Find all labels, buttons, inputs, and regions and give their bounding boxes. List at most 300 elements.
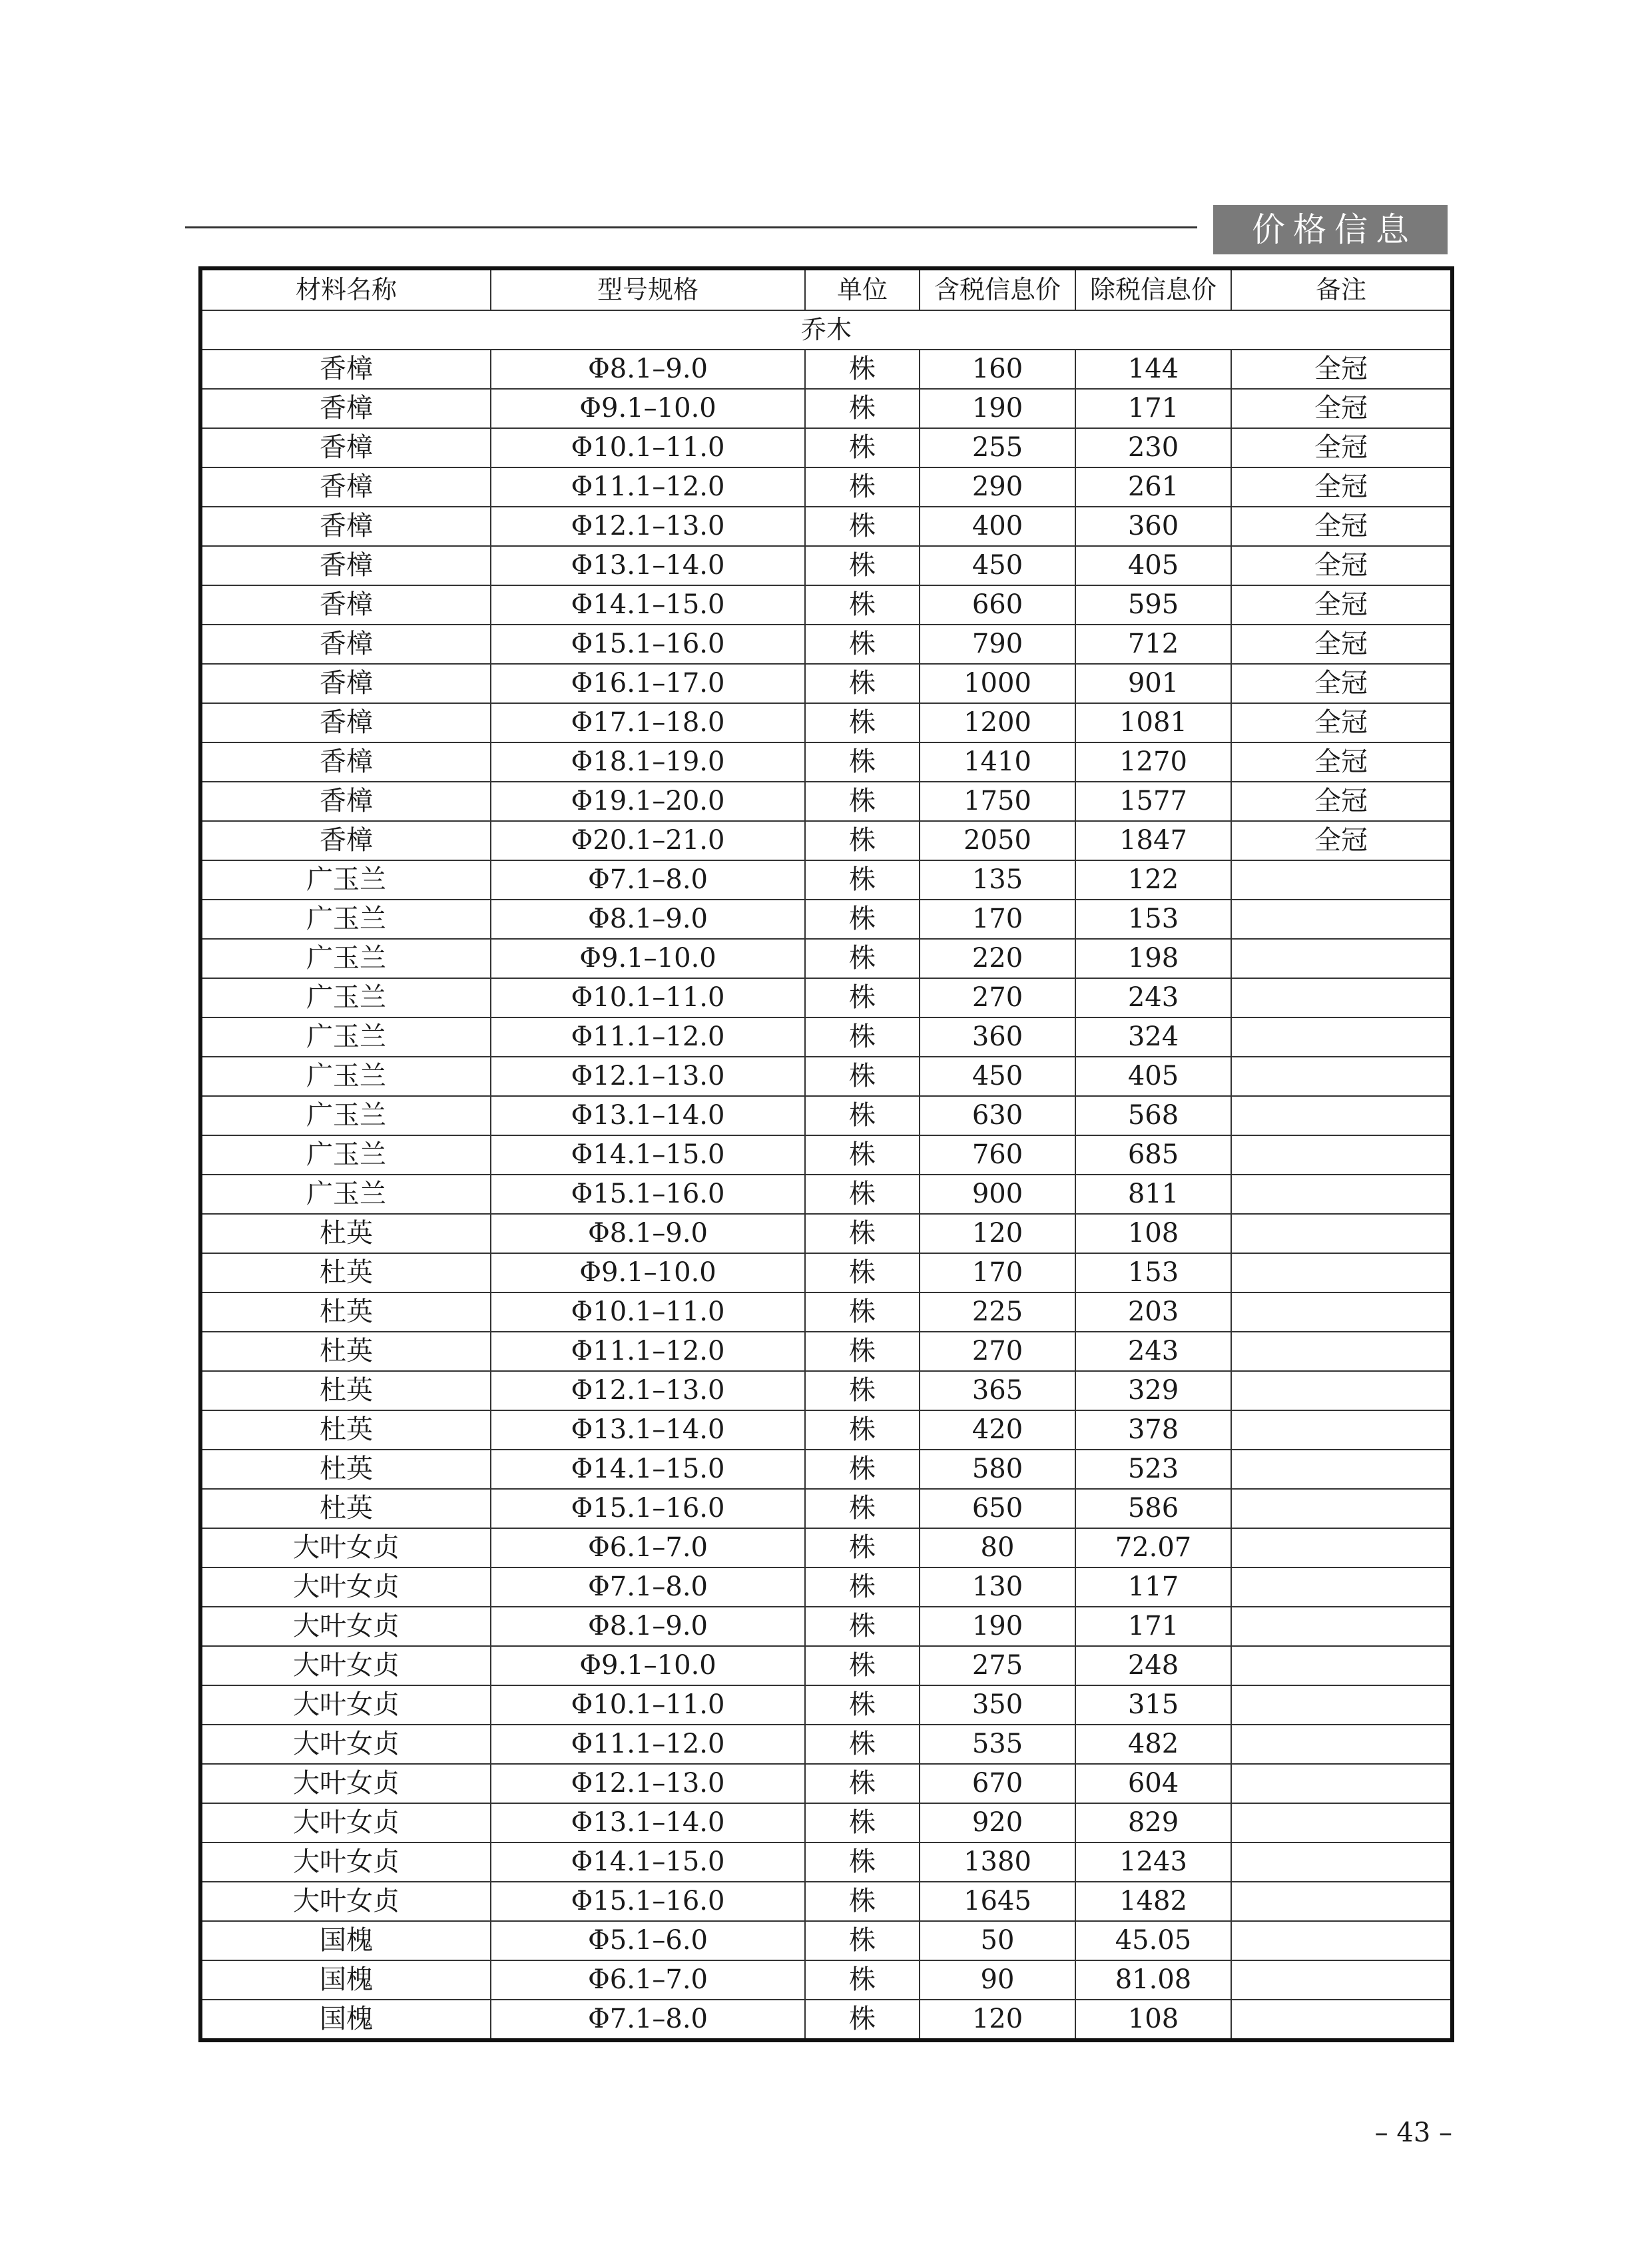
cell-tax-price: 900 xyxy=(920,1175,1075,1214)
column-header-spec: 型号规格 xyxy=(491,268,805,310)
table-row xyxy=(200,742,1452,782)
cell-net-price: 685 xyxy=(1075,1135,1231,1175)
cell-unit: 株 xyxy=(805,1528,920,1567)
cell-unit: 株 xyxy=(805,1057,920,1096)
table-row xyxy=(200,939,1452,978)
cell-tax-price: 420 xyxy=(920,1410,1075,1450)
cell-net-price: 378 xyxy=(1075,1410,1231,1450)
cell-tax-price: 365 xyxy=(920,1371,1075,1410)
cell-net-price: 1847 xyxy=(1075,821,1231,860)
cell-spec: Φ13.1–14.0 xyxy=(491,1096,805,1135)
cell-unit: 株 xyxy=(805,860,920,900)
cell-net-price: 1270 xyxy=(1075,742,1231,782)
table-row xyxy=(200,703,1452,742)
cell-note xyxy=(1231,1882,1452,1921)
category-label: 乔木 xyxy=(200,310,1452,350)
cell-material-name: 大叶女贞 xyxy=(200,1567,491,1607)
cell-note xyxy=(1231,2000,1452,2040)
cell-net-price: 203 xyxy=(1075,1292,1231,1332)
table-row xyxy=(200,1332,1452,1371)
table-row xyxy=(200,625,1452,664)
cell-note xyxy=(1231,1371,1452,1410)
table-row xyxy=(200,1607,1452,1646)
cell-material-name: 广玉兰 xyxy=(200,900,491,939)
table-row xyxy=(200,1803,1452,1842)
cell-spec: Φ15.1–16.0 xyxy=(491,625,805,664)
cell-net-price: 243 xyxy=(1075,1332,1231,1371)
cell-tax-price: 275 xyxy=(920,1646,1075,1685)
cell-note xyxy=(1231,1292,1452,1332)
cell-tax-price: 190 xyxy=(920,1607,1075,1646)
cell-material-name: 广玉兰 xyxy=(200,939,491,978)
section-banner: 价格信息 xyxy=(1213,205,1448,254)
cell-unit: 株 xyxy=(805,389,920,428)
cell-spec: Φ9.1–10.0 xyxy=(491,1646,805,1685)
cell-net-price: 108 xyxy=(1075,2000,1231,2040)
cell-spec: Φ12.1–13.0 xyxy=(491,1057,805,1096)
cell-unit: 株 xyxy=(805,585,920,625)
cell-note xyxy=(1231,1685,1452,1725)
cell-spec: Φ11.1–12.0 xyxy=(491,467,805,507)
cell-spec: Φ20.1–21.0 xyxy=(491,821,805,860)
cell-note: 全冠 xyxy=(1231,821,1452,860)
cell-unit: 株 xyxy=(805,1685,920,1725)
cell-material-name: 杜英 xyxy=(200,1253,491,1292)
cell-spec: Φ13.1–14.0 xyxy=(491,546,805,585)
table-row xyxy=(200,1450,1452,1489)
cell-spec: Φ16.1–17.0 xyxy=(491,664,805,703)
cell-spec: Φ13.1–14.0 xyxy=(491,1410,805,1450)
cell-net-price: 568 xyxy=(1075,1096,1231,1135)
table-row xyxy=(200,1410,1452,1450)
cell-note xyxy=(1231,1646,1452,1685)
table-row xyxy=(200,900,1452,939)
cell-spec: Φ8.1–9.0 xyxy=(491,1214,805,1253)
cell-material-name: 广玉兰 xyxy=(200,1175,491,1214)
table-row xyxy=(200,1764,1452,1803)
cell-spec: Φ12.1–13.0 xyxy=(491,1764,805,1803)
cell-unit: 株 xyxy=(805,782,920,821)
table-row xyxy=(200,821,1452,860)
cell-material-name: 香樟 xyxy=(200,428,491,467)
cell-tax-price: 1000 xyxy=(920,664,1075,703)
cell-material-name: 大叶女贞 xyxy=(200,1685,491,1725)
cell-net-price: 811 xyxy=(1075,1175,1231,1214)
price-table xyxy=(198,266,1454,2042)
cell-spec: Φ9.1–10.0 xyxy=(491,939,805,978)
cell-unit: 株 xyxy=(805,900,920,939)
cell-material-name: 大叶女贞 xyxy=(200,1528,491,1567)
cell-spec: Φ14.1–15.0 xyxy=(491,1450,805,1489)
cell-tax-price: 400 xyxy=(920,507,1075,546)
cell-spec: Φ9.1–10.0 xyxy=(491,1253,805,1292)
cell-spec: Φ7.1–8.0 xyxy=(491,2000,805,2040)
table-row xyxy=(200,2000,1452,2040)
cell-note xyxy=(1231,1332,1452,1371)
cell-note: 全冠 xyxy=(1231,546,1452,585)
cell-tax-price: 535 xyxy=(920,1725,1075,1764)
table-row xyxy=(200,1528,1452,1567)
cell-spec: Φ5.1–6.0 xyxy=(491,1921,805,1960)
cell-net-price: 230 xyxy=(1075,428,1231,467)
cell-net-price: 405 xyxy=(1075,1057,1231,1096)
cell-net-price: 712 xyxy=(1075,625,1231,664)
cell-material-name: 国槐 xyxy=(200,1960,491,2000)
cell-tax-price: 1380 xyxy=(920,1842,1075,1882)
table-row xyxy=(200,1646,1452,1685)
cell-unit: 株 xyxy=(805,1214,920,1253)
column-header-net-price: 除税信息价 xyxy=(1075,268,1231,310)
cell-tax-price: 270 xyxy=(920,978,1075,1017)
cell-spec: Φ6.1–7.0 xyxy=(491,1528,805,1567)
table-row xyxy=(200,860,1452,900)
cell-net-price: 586 xyxy=(1075,1489,1231,1528)
table-row xyxy=(200,1057,1452,1096)
cell-tax-price: 50 xyxy=(920,1921,1075,1960)
table-row xyxy=(200,1842,1452,1882)
cell-material-name: 香樟 xyxy=(200,507,491,546)
cell-unit: 株 xyxy=(805,350,920,389)
cell-material-name: 杜英 xyxy=(200,1214,491,1253)
table-row xyxy=(200,467,1452,507)
cell-unit: 株 xyxy=(805,467,920,507)
table-row xyxy=(200,1175,1452,1214)
cell-note: 全冠 xyxy=(1231,742,1452,782)
cell-net-price: 523 xyxy=(1075,1450,1231,1489)
cell-unit: 株 xyxy=(805,1803,920,1842)
cell-note xyxy=(1231,1096,1452,1135)
cell-unit: 株 xyxy=(805,1292,920,1332)
table-row xyxy=(200,350,1452,389)
cell-net-price: 360 xyxy=(1075,507,1231,546)
cell-net-price: 153 xyxy=(1075,900,1231,939)
cell-unit: 株 xyxy=(805,1410,920,1450)
cell-spec: Φ15.1–16.0 xyxy=(491,1175,805,1214)
table-row xyxy=(200,389,1452,428)
cell-net-price: 117 xyxy=(1075,1567,1231,1607)
table-row xyxy=(200,507,1452,546)
cell-tax-price: 220 xyxy=(920,939,1075,978)
cell-note xyxy=(1231,1764,1452,1803)
cell-unit: 株 xyxy=(805,625,920,664)
cell-tax-price: 120 xyxy=(920,2000,1075,2040)
cell-unit: 株 xyxy=(805,1607,920,1646)
cell-tax-price: 120 xyxy=(920,1214,1075,1253)
cell-net-price: 122 xyxy=(1075,860,1231,900)
cell-note: 全冠 xyxy=(1231,782,1452,821)
cell-unit: 株 xyxy=(805,1096,920,1135)
cell-net-price: 604 xyxy=(1075,1764,1231,1803)
cell-tax-price: 90 xyxy=(920,1960,1075,2000)
table-row xyxy=(200,1017,1452,1057)
cell-note xyxy=(1231,860,1452,900)
cell-note xyxy=(1231,1567,1452,1607)
cell-unit: 株 xyxy=(805,1567,920,1607)
cell-note xyxy=(1231,1842,1452,1882)
cell-net-price: 901 xyxy=(1075,664,1231,703)
cell-net-price: 405 xyxy=(1075,546,1231,585)
cell-unit: 株 xyxy=(805,1371,920,1410)
cell-spec: Φ12.1–13.0 xyxy=(491,507,805,546)
table-row xyxy=(200,1489,1452,1528)
cell-spec: Φ8.1–9.0 xyxy=(491,350,805,389)
cell-note xyxy=(1231,1017,1452,1057)
cell-note xyxy=(1231,1607,1452,1646)
cell-unit: 株 xyxy=(805,507,920,546)
cell-spec: Φ10.1–11.0 xyxy=(491,1685,805,1725)
cell-material-name: 广玉兰 xyxy=(200,1096,491,1135)
cell-material-name: 香樟 xyxy=(200,546,491,585)
cell-spec: Φ10.1–11.0 xyxy=(491,428,805,467)
cell-net-price: 595 xyxy=(1075,585,1231,625)
cell-note xyxy=(1231,978,1452,1017)
page-number: – 43 – xyxy=(1374,2117,1452,2148)
cell-net-price: 108 xyxy=(1075,1214,1231,1253)
cell-note xyxy=(1231,1214,1452,1253)
cell-unit: 株 xyxy=(805,1017,920,1057)
cell-unit: 株 xyxy=(805,546,920,585)
cell-unit: 株 xyxy=(805,1842,920,1882)
cell-tax-price: 190 xyxy=(920,389,1075,428)
cell-material-name: 杜英 xyxy=(200,1332,491,1371)
cell-tax-price: 350 xyxy=(920,1685,1075,1725)
cell-note: 全冠 xyxy=(1231,625,1452,664)
cell-material-name: 杜英 xyxy=(200,1371,491,1410)
cell-note xyxy=(1231,900,1452,939)
cell-material-name: 广玉兰 xyxy=(200,1057,491,1096)
table-row xyxy=(200,1135,1452,1175)
table-row xyxy=(200,546,1452,585)
cell-note: 全冠 xyxy=(1231,703,1452,742)
cell-tax-price: 650 xyxy=(920,1489,1075,1528)
cell-tax-price: 270 xyxy=(920,1332,1075,1371)
cell-net-price: 248 xyxy=(1075,1646,1231,1685)
table-row xyxy=(200,585,1452,625)
cell-tax-price: 160 xyxy=(920,350,1075,389)
cell-note xyxy=(1231,1450,1452,1489)
cell-material-name: 香樟 xyxy=(200,467,491,507)
cell-net-price: 144 xyxy=(1075,350,1231,389)
cell-net-price: 171 xyxy=(1075,389,1231,428)
cell-net-price: 1081 xyxy=(1075,703,1231,742)
column-header-material-name: 材料名称 xyxy=(200,268,491,310)
table-row xyxy=(200,1096,1452,1135)
cell-tax-price: 2050 xyxy=(920,821,1075,860)
cell-net-price: 261 xyxy=(1075,467,1231,507)
cell-material-name: 香樟 xyxy=(200,625,491,664)
cell-spec: Φ15.1–16.0 xyxy=(491,1489,805,1528)
cell-tax-price: 790 xyxy=(920,625,1075,664)
cell-material-name: 杜英 xyxy=(200,1489,491,1528)
cell-note: 全冠 xyxy=(1231,350,1452,389)
cell-spec: Φ6.1–7.0 xyxy=(491,1960,805,2000)
table-row xyxy=(200,1567,1452,1607)
column-header-note: 备注 xyxy=(1231,268,1452,310)
cell-material-name: 杜英 xyxy=(200,1292,491,1332)
cell-material-name: 大叶女贞 xyxy=(200,1607,491,1646)
cell-material-name: 广玉兰 xyxy=(200,978,491,1017)
cell-spec: Φ14.1–15.0 xyxy=(491,1842,805,1882)
cell-tax-price: 580 xyxy=(920,1450,1075,1489)
cell-net-price: 198 xyxy=(1075,939,1231,978)
cell-unit: 株 xyxy=(805,1175,920,1214)
cell-material-name: 大叶女贞 xyxy=(200,1842,491,1882)
cell-unit: 株 xyxy=(805,939,920,978)
cell-note: 全冠 xyxy=(1231,467,1452,507)
cell-tax-price: 1750 xyxy=(920,782,1075,821)
cell-net-price: 45.05 xyxy=(1075,1921,1231,1960)
table-row xyxy=(200,1921,1452,1960)
cell-spec: Φ18.1–19.0 xyxy=(491,742,805,782)
cell-spec: Φ15.1–16.0 xyxy=(491,1882,805,1921)
cell-spec: Φ12.1–13.0 xyxy=(491,1371,805,1410)
cell-net-price: 243 xyxy=(1075,978,1231,1017)
cell-unit: 株 xyxy=(805,1646,920,1685)
cell-tax-price: 920 xyxy=(920,1803,1075,1842)
cell-material-name: 香樟 xyxy=(200,742,491,782)
cell-note: 全冠 xyxy=(1231,664,1452,703)
cell-net-price: 329 xyxy=(1075,1371,1231,1410)
cell-spec: Φ10.1–11.0 xyxy=(491,978,805,1017)
cell-unit: 株 xyxy=(805,664,920,703)
column-header-unit: 单位 xyxy=(805,268,920,310)
cell-tax-price: 80 xyxy=(920,1528,1075,1567)
cell-material-name: 香樟 xyxy=(200,585,491,625)
cell-spec: Φ7.1–8.0 xyxy=(491,860,805,900)
cell-note xyxy=(1231,1253,1452,1292)
cell-note xyxy=(1231,1921,1452,1960)
cell-material-name: 国槐 xyxy=(200,1921,491,1960)
table-header-row xyxy=(200,268,1452,310)
cell-material-name: 香樟 xyxy=(200,821,491,860)
cell-unit: 株 xyxy=(805,1135,920,1175)
cell-spec: Φ13.1–14.0 xyxy=(491,1803,805,1842)
table-row xyxy=(200,1371,1452,1410)
cell-unit: 株 xyxy=(805,1489,920,1528)
cell-net-price: 1243 xyxy=(1075,1842,1231,1882)
cell-tax-price: 1200 xyxy=(920,703,1075,742)
cell-net-price: 482 xyxy=(1075,1725,1231,1764)
cell-net-price: 829 xyxy=(1075,1803,1231,1842)
cell-note xyxy=(1231,1528,1452,1567)
cell-note xyxy=(1231,939,1452,978)
cell-material-name: 大叶女贞 xyxy=(200,1646,491,1685)
cell-unit: 株 xyxy=(805,1882,920,1921)
cell-material-name: 广玉兰 xyxy=(200,1017,491,1057)
table-row xyxy=(200,1292,1452,1332)
cell-unit: 株 xyxy=(805,821,920,860)
cell-net-price: 72.07 xyxy=(1075,1528,1231,1567)
table-row xyxy=(200,978,1452,1017)
cell-unit: 株 xyxy=(805,1725,920,1764)
cell-spec: Φ9.1–10.0 xyxy=(491,389,805,428)
cell-spec: Φ10.1–11.0 xyxy=(491,1292,805,1332)
cell-spec: Φ7.1–8.0 xyxy=(491,1567,805,1607)
cell-material-name: 杜英 xyxy=(200,1450,491,1489)
cell-spec: Φ8.1–9.0 xyxy=(491,1607,805,1646)
cell-note xyxy=(1231,1960,1452,2000)
cell-tax-price: 670 xyxy=(920,1764,1075,1803)
table-row xyxy=(200,1685,1452,1725)
cell-material-name: 香樟 xyxy=(200,350,491,389)
cell-note: 全冠 xyxy=(1231,389,1452,428)
cell-note xyxy=(1231,1057,1452,1096)
cell-note xyxy=(1231,1135,1452,1175)
cell-material-name: 杜英 xyxy=(200,1410,491,1450)
cell-note: 全冠 xyxy=(1231,507,1452,546)
cell-net-price: 324 xyxy=(1075,1017,1231,1057)
cell-note xyxy=(1231,1410,1452,1450)
cell-tax-price: 225 xyxy=(920,1292,1075,1332)
cell-unit: 株 xyxy=(805,2000,920,2040)
table-row xyxy=(200,782,1452,821)
cell-unit: 株 xyxy=(805,1960,920,2000)
cell-tax-price: 170 xyxy=(920,900,1075,939)
cell-unit: 株 xyxy=(805,1450,920,1489)
column-header-tax-price: 含税信息价 xyxy=(920,268,1075,310)
table-row xyxy=(200,1882,1452,1921)
cell-unit: 株 xyxy=(805,1253,920,1292)
cell-spec: Φ14.1–15.0 xyxy=(491,1135,805,1175)
cell-material-name: 大叶女贞 xyxy=(200,1764,491,1803)
cell-note xyxy=(1231,1803,1452,1842)
cell-unit: 株 xyxy=(805,703,920,742)
cell-spec: Φ17.1–18.0 xyxy=(491,703,805,742)
cell-net-price: 1577 xyxy=(1075,782,1231,821)
cell-net-price: 153 xyxy=(1075,1253,1231,1292)
cell-unit: 株 xyxy=(805,978,920,1017)
cell-note xyxy=(1231,1175,1452,1214)
cell-tax-price: 170 xyxy=(920,1253,1075,1292)
cell-note: 全冠 xyxy=(1231,428,1452,467)
cell-tax-price: 450 xyxy=(920,1057,1075,1096)
header-rule xyxy=(185,226,1197,228)
cell-note xyxy=(1231,1489,1452,1528)
table-row xyxy=(200,1960,1452,2000)
table-row xyxy=(200,1725,1452,1764)
cell-tax-price: 290 xyxy=(920,467,1075,507)
cell-tax-price: 450 xyxy=(920,546,1075,585)
cell-unit: 株 xyxy=(805,1764,920,1803)
cell-unit: 株 xyxy=(805,428,920,467)
cell-unit: 株 xyxy=(805,1332,920,1371)
cell-tax-price: 130 xyxy=(920,1567,1075,1607)
table-row xyxy=(200,1214,1452,1253)
cell-spec: Φ11.1–12.0 xyxy=(491,1332,805,1371)
cell-tax-price: 360 xyxy=(920,1017,1075,1057)
cell-spec: Φ11.1–12.0 xyxy=(491,1017,805,1057)
cell-net-price: 315 xyxy=(1075,1685,1231,1725)
cell-net-price: 81.08 xyxy=(1075,1960,1231,2000)
cell-tax-price: 1645 xyxy=(920,1882,1075,1921)
table-row xyxy=(200,664,1452,703)
cell-spec: Φ14.1–15.0 xyxy=(491,585,805,625)
cell-material-name: 大叶女贞 xyxy=(200,1725,491,1764)
cell-unit: 株 xyxy=(805,742,920,782)
category-row xyxy=(200,310,1452,350)
cell-material-name: 香樟 xyxy=(200,664,491,703)
table-row xyxy=(200,428,1452,467)
cell-material-name: 广玉兰 xyxy=(200,860,491,900)
cell-spec: Φ19.1–20.0 xyxy=(491,782,805,821)
table-body xyxy=(200,310,1452,2040)
table-row xyxy=(200,1253,1452,1292)
cell-material-name: 大叶女贞 xyxy=(200,1882,491,1921)
cell-net-price: 1482 xyxy=(1075,1882,1231,1921)
cell-tax-price: 255 xyxy=(920,428,1075,467)
cell-note: 全冠 xyxy=(1231,585,1452,625)
cell-tax-price: 660 xyxy=(920,585,1075,625)
